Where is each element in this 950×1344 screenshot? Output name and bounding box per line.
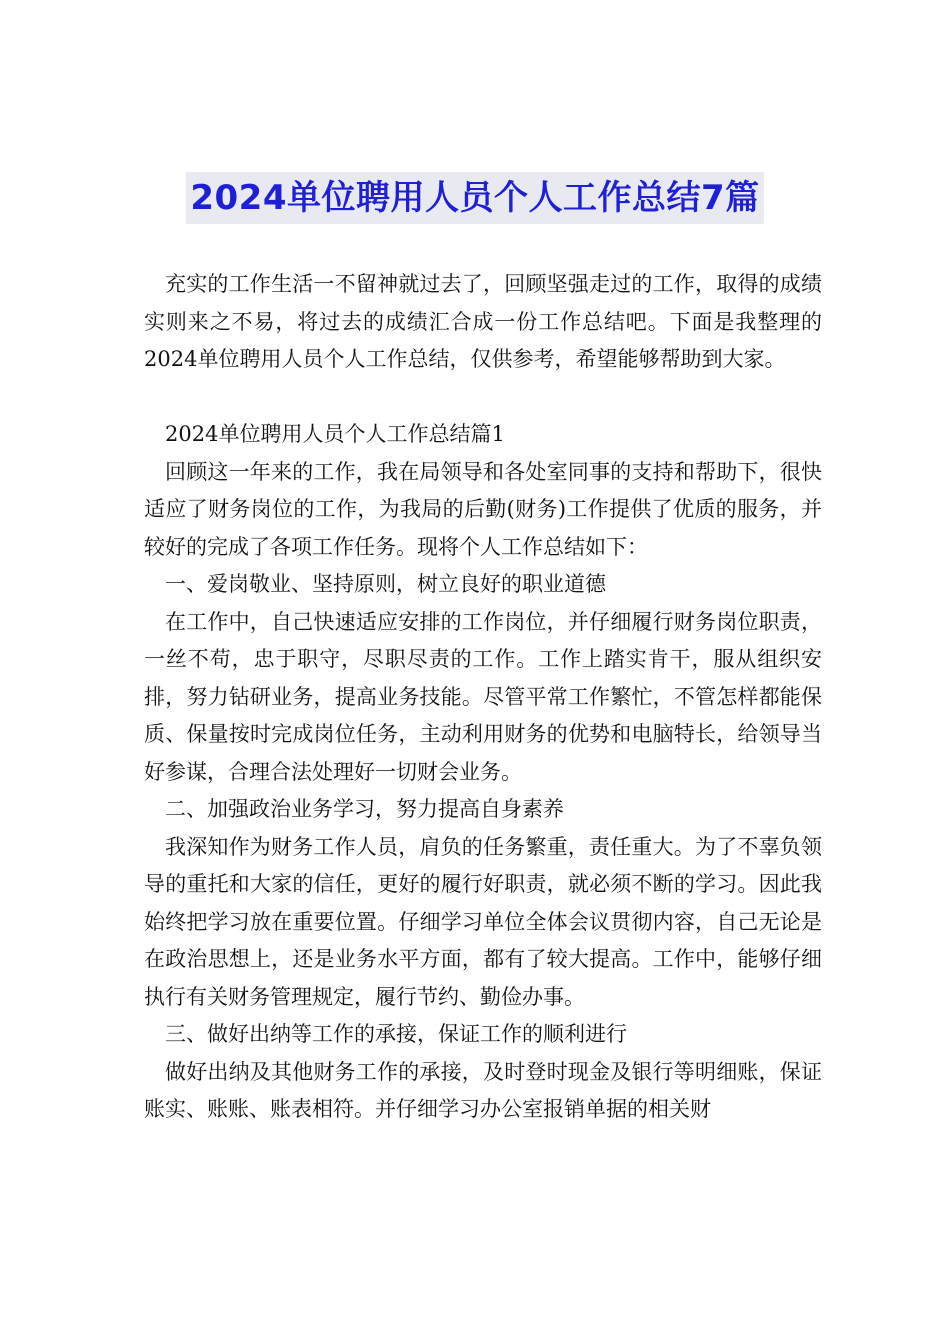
body-paragraph: 做好出纳及其他财务工作的承接，及时登时现金及银行等明细账，保证账实、账账、账表相符。并仔细学习办公室报销单据的相关财 [144,1059,822,1121]
title-container [0,172,950,224]
subheading-2: 二、加强政治业务学习，努力提高自身素养 [165,797,564,821]
document-title: 2024单位聘用人员个人工作总结7篇 [186,172,763,224]
subheading-3: 三、做好出纳等工作的承接，保证工作的顺利进行 [165,1022,627,1046]
section-title: 2024单位聘用人员个人工作总结篇1 [165,422,505,446]
body-paragraph: 回顾这一年来的工作，我在局领导和各处室同事的支持和帮助下，很快适应了财务岗位的工作，为我局的后勤(财务)工作提供了优质的服务，并较好的完成了各项工作任务。现将个人工作总结如下： [144,459,822,559]
body-paragraph: 在工作中，自己快速适应安排的工作岗位，并仔细履行财务岗位职责，一丝不苟，忠于职守，尽职尽责的工作。工作上踏实肯干，服从组织安排，努力钻研业务，提高业务技能。尽管平常工作繁忙，不管怎样都能保质、保量按时完成岗位任务，主动利用财务的优势和电脑特长，给领导当好参谋，合理合法处理好一切财会业务。 [144,609,822,784]
subheading-1: 一、爱岗敬业、坚持原则，树立良好的职业道德 [165,572,606,596]
intro-paragraph: 充实的工作生活一不留神就过去了，回顾坚强走过的工作，取得的成绩实则来之不易，将过去的成绩汇合成一份工作总结吧。下面是我整理的2024单位聘用人员个人工作总结，仅供参考，希望能够帮助到大家。 [144,272,822,371]
document-body [144,266,822,1129]
body-paragraph: 我深知作为财务工作人员，肩负的任务繁重，责任重大。为了不辜负领导的重托和大家的信任，更好的履行好职责，就必须不断的学习。因此我始终把学习放在重要位置。仔细学习单位全体会议贯彻内容，自己无论是在政治思想上，还是业务水平方面，都有了较大提高。工作中，能够仔细执行有关财务管理规定，履行节约、勤俭办事。 [144,834,822,1009]
